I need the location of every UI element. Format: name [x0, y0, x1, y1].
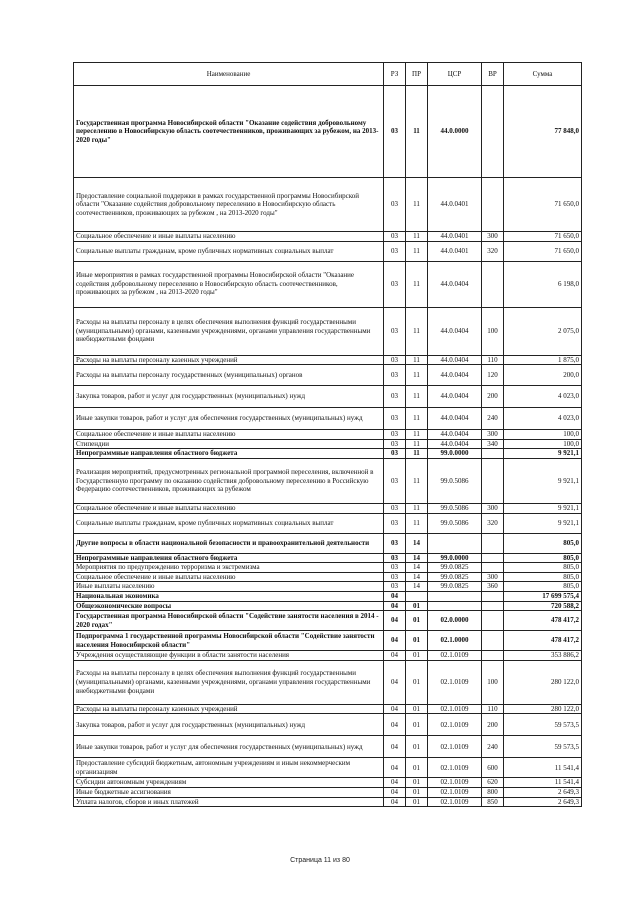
cell-vr: 300 — [482, 503, 504, 513]
table-row — [74, 572, 582, 582]
cell-vr: 620 — [482, 778, 504, 788]
cell-name: Закупка товаров, работ и услуг для государственных (муниципальных) нужд — [74, 386, 384, 408]
cell-rz: 03 — [384, 582, 406, 592]
cell-rz: 03 — [384, 449, 406, 459]
cell-vr — [482, 601, 504, 611]
cell-sum: 9 921,1 — [504, 513, 582, 533]
cell-csr: 44.0.0404 — [428, 307, 482, 355]
cell-pr: 11 — [406, 232, 428, 242]
cell-sum: 478 417,2 — [504, 631, 582, 651]
cell-sum: 9 921,1 — [504, 503, 582, 513]
cell-sum: 9 921,1 — [504, 458, 582, 503]
cell-pr: 11 — [406, 307, 428, 355]
cell-rz: 04 — [384, 601, 406, 611]
cell-sum: 805,0 — [504, 572, 582, 582]
cell-pr: 14 — [406, 553, 428, 563]
cell-pr: 11 — [406, 178, 428, 232]
cell-sum: 100,0 — [504, 439, 582, 449]
cell-rz: 04 — [384, 651, 406, 661]
cell-pr: 01 — [406, 631, 428, 651]
cell-sum: 9 921,1 — [504, 449, 582, 459]
cell-vr: 360 — [482, 582, 504, 592]
cell-sum: 805,0 — [504, 582, 582, 592]
table-row — [74, 232, 582, 242]
cell-name: Социальное обеспечение и иные выплаты населению — [74, 430, 384, 440]
cell-sum: 1 875,0 — [504, 355, 582, 365]
cell-pr: 11 — [406, 241, 428, 261]
cell-name: Учреждения осуществляющие функции в области занятости населения — [74, 651, 384, 661]
cell-name: Мероприятия по предупреждению терроризма и экстремизма — [74, 563, 384, 573]
cell-rz: 04 — [384, 736, 406, 758]
cell-name: Социальные выплаты гражданам, кроме публичных нормативных социальных выплат — [74, 241, 384, 261]
cell-rz: 03 — [384, 533, 406, 553]
cell-pr: 01 — [406, 611, 428, 631]
cell-sum: 11 541,4 — [504, 758, 582, 778]
cell-vr: 850 — [482, 797, 504, 807]
cell-rz: 04 — [384, 704, 406, 714]
cell-rz: 03 — [384, 261, 406, 307]
cell-csr: 44.0.0404 — [428, 439, 482, 449]
cell-pr: 11 — [406, 439, 428, 449]
cell-sum: 4 023,0 — [504, 408, 582, 430]
table-row — [74, 591, 582, 601]
cell-pr: 11 — [406, 386, 428, 408]
cell-pr: 01 — [406, 787, 428, 797]
table-row — [74, 430, 582, 440]
cell-pr — [406, 591, 428, 601]
cell-csr: 99.0.0000 — [428, 449, 482, 459]
cell-rz: 03 — [384, 513, 406, 533]
table-row — [74, 178, 582, 232]
table-row — [74, 408, 582, 430]
table-row — [74, 86, 582, 178]
cell-sum: 6 198,0 — [504, 261, 582, 307]
cell-name: Другие вопросы в области национальной безопасности и правоохранительной деятельности — [74, 533, 384, 553]
cell-pr: 14 — [406, 582, 428, 592]
cell-csr: 02.1.0109 — [428, 714, 482, 736]
cell-sum: 100,0 — [504, 430, 582, 440]
cell-vr — [482, 553, 504, 563]
cell-name: Общеэкономические вопросы — [74, 601, 384, 611]
cell-pr: 01 — [406, 797, 428, 807]
cell-vr — [482, 178, 504, 232]
cell-name: Расходы на выплаты персоналу государственных (муниципальных) органов — [74, 365, 384, 386]
cell-name: Иные бюджетные ассигнования — [74, 787, 384, 797]
cell-pr: 11 — [406, 503, 428, 513]
cell-name: Стипендии — [74, 439, 384, 449]
table-row — [74, 631, 582, 651]
cell-rz: 03 — [384, 365, 406, 386]
cell-sum: 71 650,0 — [504, 178, 582, 232]
header-sum: Сумма — [504, 63, 582, 86]
header-pr: ПР — [406, 63, 428, 86]
table-row — [74, 261, 582, 307]
table-row — [74, 449, 582, 459]
cell-vr — [482, 86, 504, 178]
cell-vr: 100 — [482, 307, 504, 355]
cell-rz: 04 — [384, 758, 406, 778]
table-row — [74, 439, 582, 449]
cell-vr — [482, 631, 504, 651]
cell-rz: 03 — [384, 503, 406, 513]
cell-csr: 44.0.0404 — [428, 430, 482, 440]
cell-sum: 2 075,0 — [504, 307, 582, 355]
cell-vr: 100 — [482, 660, 504, 704]
cell-rz: 03 — [384, 408, 406, 430]
cell-vr — [482, 563, 504, 573]
table-row — [74, 386, 582, 408]
cell-sum: 2 649,3 — [504, 787, 582, 797]
cell-rz: 04 — [384, 787, 406, 797]
cell-sum: 280 122,0 — [504, 660, 582, 704]
table-body — [74, 86, 582, 807]
cell-csr: 44.0.0404 — [428, 261, 482, 307]
cell-rz: 04 — [384, 714, 406, 736]
cell-pr: 01 — [406, 758, 428, 778]
cell-csr: 99.0.0825 — [428, 572, 482, 582]
cell-rz: 03 — [384, 86, 406, 178]
cell-pr: 11 — [406, 86, 428, 178]
table-row — [74, 533, 582, 553]
cell-vr: 800 — [482, 787, 504, 797]
cell-csr: 99.0.0825 — [428, 582, 482, 592]
table-row — [74, 503, 582, 513]
cell-pr: 01 — [406, 651, 428, 661]
cell-csr: 02.0.0000 — [428, 611, 482, 631]
cell-sum: 71 650,0 — [504, 232, 582, 242]
cell-csr: 02.1.0109 — [428, 797, 482, 807]
cell-vr: 340 — [482, 439, 504, 449]
cell-name: Непрограммные направления областного бюджета — [74, 553, 384, 563]
cell-csr — [428, 601, 482, 611]
cell-sum: 59 573,5 — [504, 736, 582, 758]
cell-vr — [482, 591, 504, 601]
cell-name: Расходы на выплаты персоналу в целях обеспечения выполнения функций государственными (муниципальными) органами, казенными учреждениями, органами управления государственными внебюджетными фондами — [74, 307, 384, 355]
cell-csr: 02.1.0109 — [428, 778, 482, 788]
cell-name: Иные мероприятия в рамках государственной программы Новосибирской области "Оказание содействия добровольному переселению в Новосибирскую область соотечественников, проживающих за рубежом , на 2013-2020 годы" — [74, 261, 384, 307]
cell-pr: 01 — [406, 601, 428, 611]
cell-sum: 805,0 — [504, 553, 582, 563]
cell-csr — [428, 591, 482, 601]
header-csr: ЦСР — [428, 63, 482, 86]
cell-name: Социальное обеспечение и иные выплаты населению — [74, 503, 384, 513]
cell-csr: 44.0.0401 — [428, 241, 482, 261]
cell-vr — [482, 651, 504, 661]
cell-vr: 300 — [482, 232, 504, 242]
cell-csr: 02.1.0109 — [428, 704, 482, 714]
header-vr: ВР — [482, 63, 504, 86]
cell-csr: 99.0.5086 — [428, 458, 482, 503]
cell-csr: 44.0.0404 — [428, 365, 482, 386]
cell-name: Уплата налогов, сборов и иных платежей — [74, 797, 384, 807]
cell-vr: 110 — [482, 704, 504, 714]
cell-rz: 03 — [384, 241, 406, 261]
cell-rz: 03 — [384, 307, 406, 355]
cell-vr: 320 — [482, 241, 504, 261]
cell-rz: 04 — [384, 611, 406, 631]
cell-csr: 02.1.0109 — [428, 787, 482, 797]
cell-name: Реализация мероприятий, предусмотренных региональной программой переселения, включенной в Государственную программу по оказанию содействия добровольному переселению в Российскую Федерацию соотечественников, проживающих за рубежом — [74, 458, 384, 503]
cell-csr: 44.0.0404 — [428, 386, 482, 408]
cell-sum: 11 541,4 — [504, 778, 582, 788]
table-row — [74, 778, 582, 788]
cell-rz: 04 — [384, 778, 406, 788]
cell-name: Иные закупки товаров, работ и услуг для обеспечения государственных (муниципальных) нужд — [74, 408, 384, 430]
cell-pr: 01 — [406, 704, 428, 714]
table-row — [74, 458, 582, 503]
cell-name: Расходы на выплаты персоналу казенных учреждений — [74, 355, 384, 365]
cell-rz: 04 — [384, 660, 406, 704]
cell-csr: 02.1.0109 — [428, 736, 482, 758]
cell-vr: 600 — [482, 758, 504, 778]
cell-name: Государственная программа Новосибирской области "Содействие занятости населения в 2014 - 2020 годах" — [74, 611, 384, 631]
cell-sum: 280 122,0 — [504, 704, 582, 714]
cell-vr: 200 — [482, 386, 504, 408]
table-row — [74, 651, 582, 661]
cell-csr: 44.0.0401 — [428, 178, 482, 232]
cell-pr: 14 — [406, 572, 428, 582]
cell-csr: 02.1.0000 — [428, 631, 482, 651]
cell-name: Предоставление социальной поддержки в рамках государственной программы Новосибирской области "Оказание содействия добровольному переселению в Новосибирскую область соотечественников, проживающих за рубежом , на 2013-2020 годы" — [74, 178, 384, 232]
cell-pr: 11 — [406, 449, 428, 459]
cell-csr: 02.1.0109 — [428, 651, 482, 661]
cell-csr: 99.0.0825 — [428, 563, 482, 573]
cell-sum: 59 573,5 — [504, 714, 582, 736]
cell-sum: 720 588,2 — [504, 601, 582, 611]
table-row — [74, 601, 582, 611]
cell-pr: 14 — [406, 533, 428, 553]
cell-pr: 01 — [406, 660, 428, 704]
table-row — [74, 758, 582, 778]
budget-table — [73, 62, 582, 807]
cell-name: Государственная программа Новосибирской области "Оказание содействия добровольному переселению в Новосибирскую область соотечественников, проживающих за рубежом, на 2013-2020 годы" — [74, 86, 384, 178]
table-row — [74, 736, 582, 758]
cell-sum: 200,0 — [504, 365, 582, 386]
table-row — [74, 563, 582, 573]
table-row — [74, 660, 582, 704]
table-row — [74, 611, 582, 631]
table-row — [74, 241, 582, 261]
cell-sum: 17 699 575,4 — [504, 591, 582, 601]
cell-csr: 02.1.0109 — [428, 758, 482, 778]
cell-sum: 77 848,0 — [504, 86, 582, 178]
cell-vr: 120 — [482, 365, 504, 386]
cell-vr: 240 — [482, 736, 504, 758]
cell-csr: 99.0.0000 — [428, 553, 482, 563]
table-row — [74, 307, 582, 355]
cell-name: Расходы на выплаты персоналу казенных учреждений — [74, 704, 384, 714]
cell-rz: 03 — [384, 355, 406, 365]
header-rz: РЗ — [384, 63, 406, 86]
cell-vr — [482, 449, 504, 459]
cell-rz: 03 — [384, 439, 406, 449]
cell-vr: 300 — [482, 430, 504, 440]
cell-vr — [482, 458, 504, 503]
cell-sum: 2 649,3 — [504, 797, 582, 807]
cell-name: Непрограммные направления областного бюджета — [74, 449, 384, 459]
table-row — [74, 553, 582, 563]
cell-rz: 03 — [384, 458, 406, 503]
cell-pr: 01 — [406, 736, 428, 758]
cell-rz: 03 — [384, 386, 406, 408]
cell-rz: 04 — [384, 591, 406, 601]
table-row — [74, 797, 582, 807]
cell-rz: 03 — [384, 553, 406, 563]
cell-vr — [482, 261, 504, 307]
cell-name: Предоставление субсидий бюджетным, автономным учреждениям и иным некоммерческим организациям — [74, 758, 384, 778]
cell-rz: 04 — [384, 631, 406, 651]
cell-name: Национальная экономика — [74, 591, 384, 601]
cell-sum: 353 886,2 — [504, 651, 582, 661]
table-row — [74, 714, 582, 736]
cell-csr: 44.0.0404 — [428, 355, 482, 365]
table-row — [74, 513, 582, 533]
cell-name: Социальные выплаты гражданам, кроме публичных нормативных социальных выплат — [74, 513, 384, 533]
cell-sum: 4 023,0 — [504, 386, 582, 408]
cell-rz: 03 — [384, 232, 406, 242]
page-number: Страница 11 из 80 — [290, 857, 350, 864]
cell-name: Иные закупки товаров, работ и услуг для обеспечения государственных (муниципальных) нужд — [74, 736, 384, 758]
cell-csr: 44.0.0000 — [428, 86, 482, 178]
cell-vr: 240 — [482, 408, 504, 430]
cell-rz: 03 — [384, 572, 406, 582]
cell-pr: 11 — [406, 365, 428, 386]
cell-pr: 11 — [406, 513, 428, 533]
cell-vr — [482, 533, 504, 553]
cell-vr: 300 — [482, 572, 504, 582]
cell-csr: 99.0.5086 — [428, 513, 482, 533]
header-name: Наименование — [74, 63, 384, 86]
table-row — [74, 787, 582, 797]
cell-name: Расходы на выплаты персоналу в целях обеспечения выполнения функций государственными (муниципальными) органами, казенными учреждениями, органами управления государственными внебюджетными фондами — [74, 660, 384, 704]
cell-pr: 11 — [406, 458, 428, 503]
table-row — [74, 365, 582, 386]
cell-csr: 99.0.5086 — [428, 503, 482, 513]
cell-vr: 200 — [482, 714, 504, 736]
cell-name: Субсидии автономным учреждениям — [74, 778, 384, 788]
cell-pr: 14 — [406, 563, 428, 573]
cell-pr: 01 — [406, 714, 428, 736]
cell-rz: 04 — [384, 797, 406, 807]
cell-vr: 320 — [482, 513, 504, 533]
cell-sum: 805,0 — [504, 533, 582, 553]
cell-pr: 11 — [406, 408, 428, 430]
cell-pr: 11 — [406, 355, 428, 365]
table-header-row — [74, 63, 582, 86]
cell-pr: 11 — [406, 430, 428, 440]
table-row — [74, 355, 582, 365]
cell-sum: 71 650,0 — [504, 241, 582, 261]
table-row — [74, 704, 582, 714]
cell-sum: 478 417,2 — [504, 611, 582, 631]
cell-vr — [482, 611, 504, 631]
cell-csr: 44.0.0401 — [428, 232, 482, 242]
cell-name: Социальное обеспечение и иные выплаты населению — [74, 572, 384, 582]
cell-pr: 01 — [406, 778, 428, 788]
cell-name: Закупка товаров, работ и услуг для государственных (муниципальных) нужд — [74, 714, 384, 736]
cell-rz: 03 — [384, 430, 406, 440]
table-row — [74, 582, 582, 592]
cell-name: Иные выплаты населению — [74, 582, 384, 592]
cell-rz: 03 — [384, 178, 406, 232]
cell-csr: 02.1.0109 — [428, 660, 482, 704]
cell-sum: 805,0 — [504, 563, 582, 573]
cell-name: Подпрограмма 1 государственной программы Новосибирской области "Содействие занятости населения Новосибирской области" — [74, 631, 384, 651]
cell-csr: 44.0.0404 — [428, 408, 482, 430]
cell-csr — [428, 533, 482, 553]
cell-name: Социальное обеспечение и иные выплаты населению — [74, 232, 384, 242]
cell-pr: 11 — [406, 261, 428, 307]
cell-vr: 110 — [482, 355, 504, 365]
cell-rz: 03 — [384, 563, 406, 573]
